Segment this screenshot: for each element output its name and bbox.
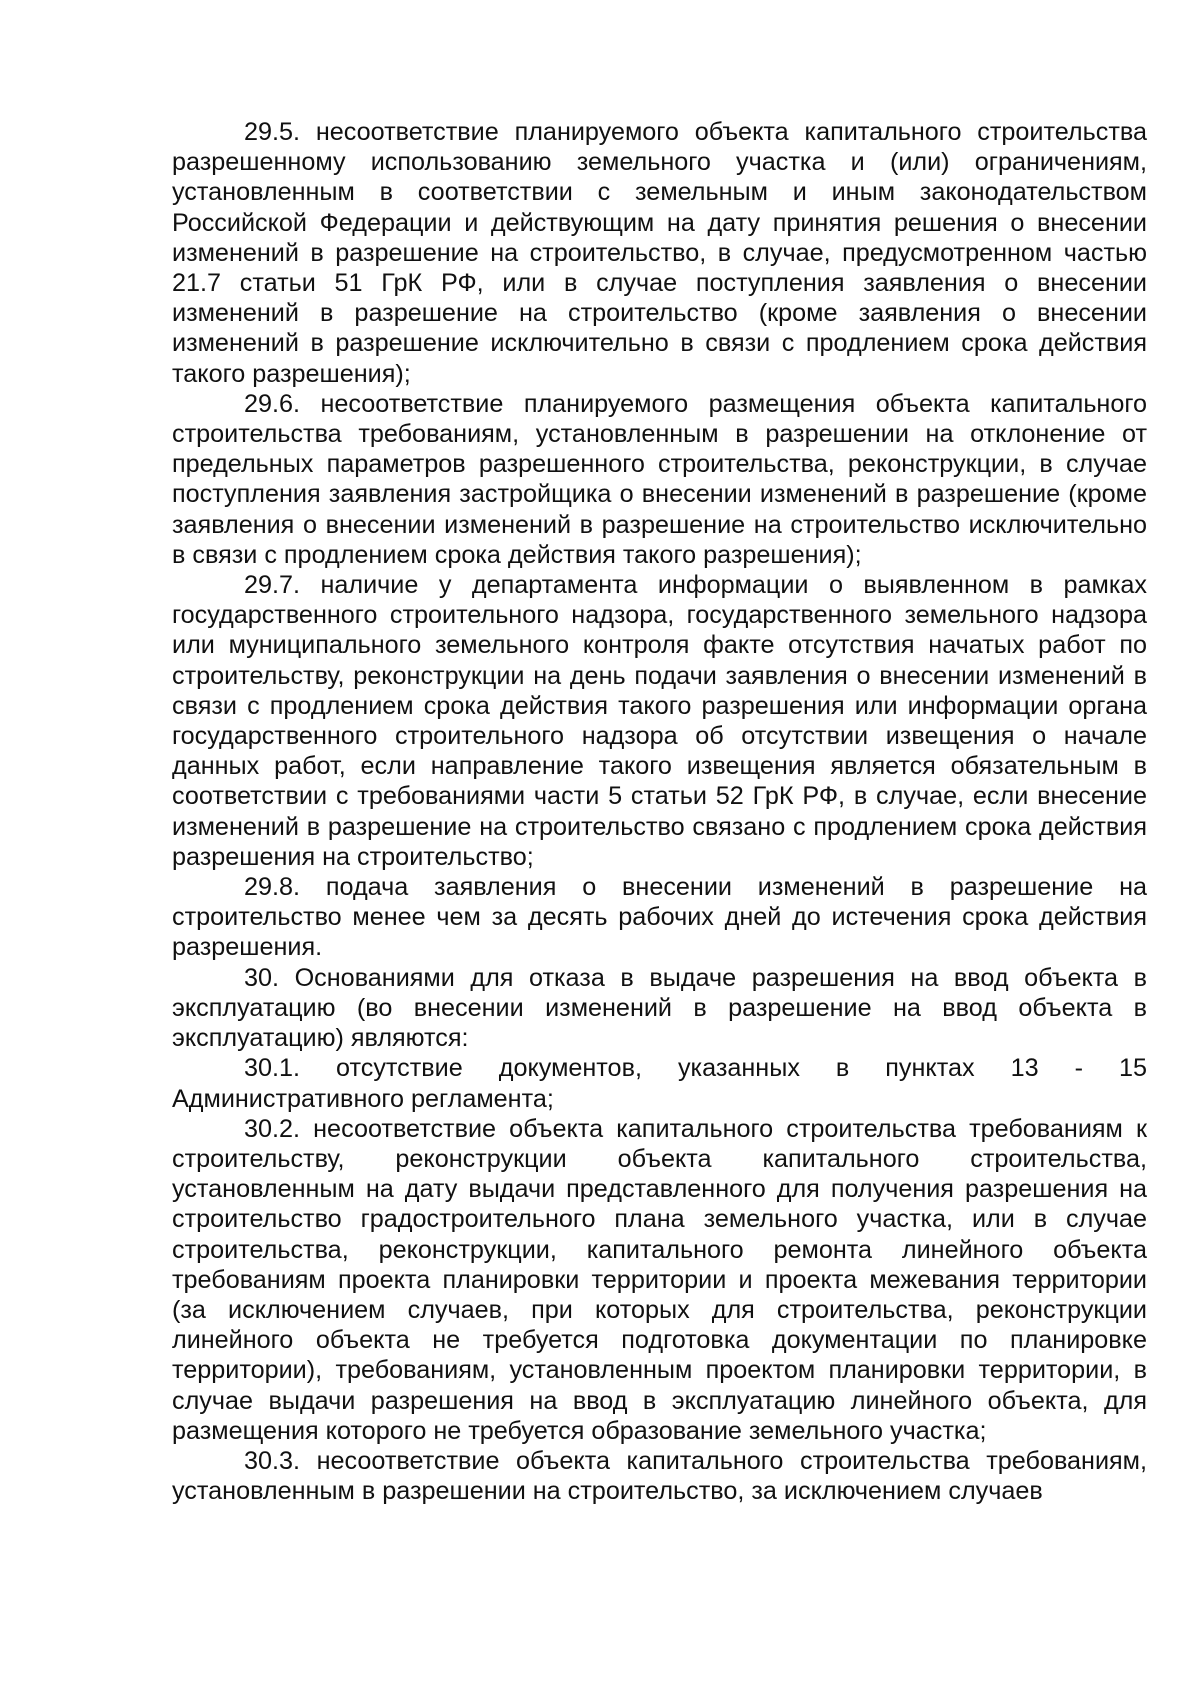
paragraph-30: 30. Основаниями для отказа в выдаче разрешения на ввод объекта в эксплуатацию (во внесении изменений в разрешение на ввод объекта в эксплуатацию) являются: (172, 963, 1147, 1053)
document-page (172, 117, 1147, 1506)
paragraph-30-2: 30.2. несоответствие объекта капитального строительства требованиям к строительству, реконструкции объекта капитального строительства, установленным на дату выдачи представленного для получения разрешения на строительство градостроительного плана земельного участка, или в случае строительства, реконструкции, капитального ремонта линейного объекта требованиям проекта планировки территории и проекта межевания территории (за исключением случаев, при которых для строительства, реконструкции линейного объекта не требуется подготовка документации по планировке территории), требованиям, установленным проектом планировки территории, в случае выдачи разрешения на ввод в эксплуатацию линейного объекта, для размещения которого не требуется образование земельного участка; (172, 1114, 1147, 1445)
paragraph-29-6: 29.6. несоответствие планируемого размещения объекта капитального строительства требованиям, установленным в разрешении на отклонение от предельных параметров разрешенного строительства, реконструкции, в случае поступления заявления застройщика о внесении изменений в разрешение (кроме заявления о внесении изменений в разрешение на строительство исключительно в связи с продлением срока действия такого разрешения); (172, 389, 1147, 569)
paragraph-30-1: 30.1. отсутствие документов, указанных в пунктах 13 - 15 Административного регламента; (172, 1054, 1147, 1113)
paragraph-29-5: 29.5. несоответствие планируемого объекта капитального строительства разрешенному использованию земельного участка и (или) ограничениям, установленным в соответствии с земельным и иным законодательством Российской Федерации и действующим на дату принятия решения о внесении изменений в разрешение на строительство, в случае, предусмотренном частью 21.7 статьи 51 ГрК РФ, или в случае поступления заявления о внесении изменений в разрешение на строительство (кроме заявления о внесении изменений в разрешение исключительно в связи с продлением срока действия такого разрешения); (172, 118, 1147, 388)
paragraph-29-7: 29.7. наличие у департамента информации о выявленном в рамках государственного строительного надзора, государственного земельного надзора или муниципального земельного контроля факте отсутствия начатых работ по строительству, реконструкции на день подачи заявления о внесении изменений в связи с продлением срока действия такого разрешения или информации органа государственного строительного надзора об отсутствии извещения о начале данных работ, если направление такого извещения является обязательным в соответствии с требованиями части 5 статьи 52 ГрК РФ, в случае, если внесение изменений в разрешение на строительство связано с продлением срока действия разрешения на строительство; (172, 571, 1147, 871)
paragraph-30-3: 30.3. несоответствие объекта капитального строительства требованиям, установленным в разрешении на строительство, за исключением случаев (172, 1446, 1147, 1506)
paragraph-29-8: 29.8. подача заявления о внесении изменений в разрешение на строительство менее чем за десять рабочих дней до истечения срока действия разрешения. (172, 873, 1147, 962)
